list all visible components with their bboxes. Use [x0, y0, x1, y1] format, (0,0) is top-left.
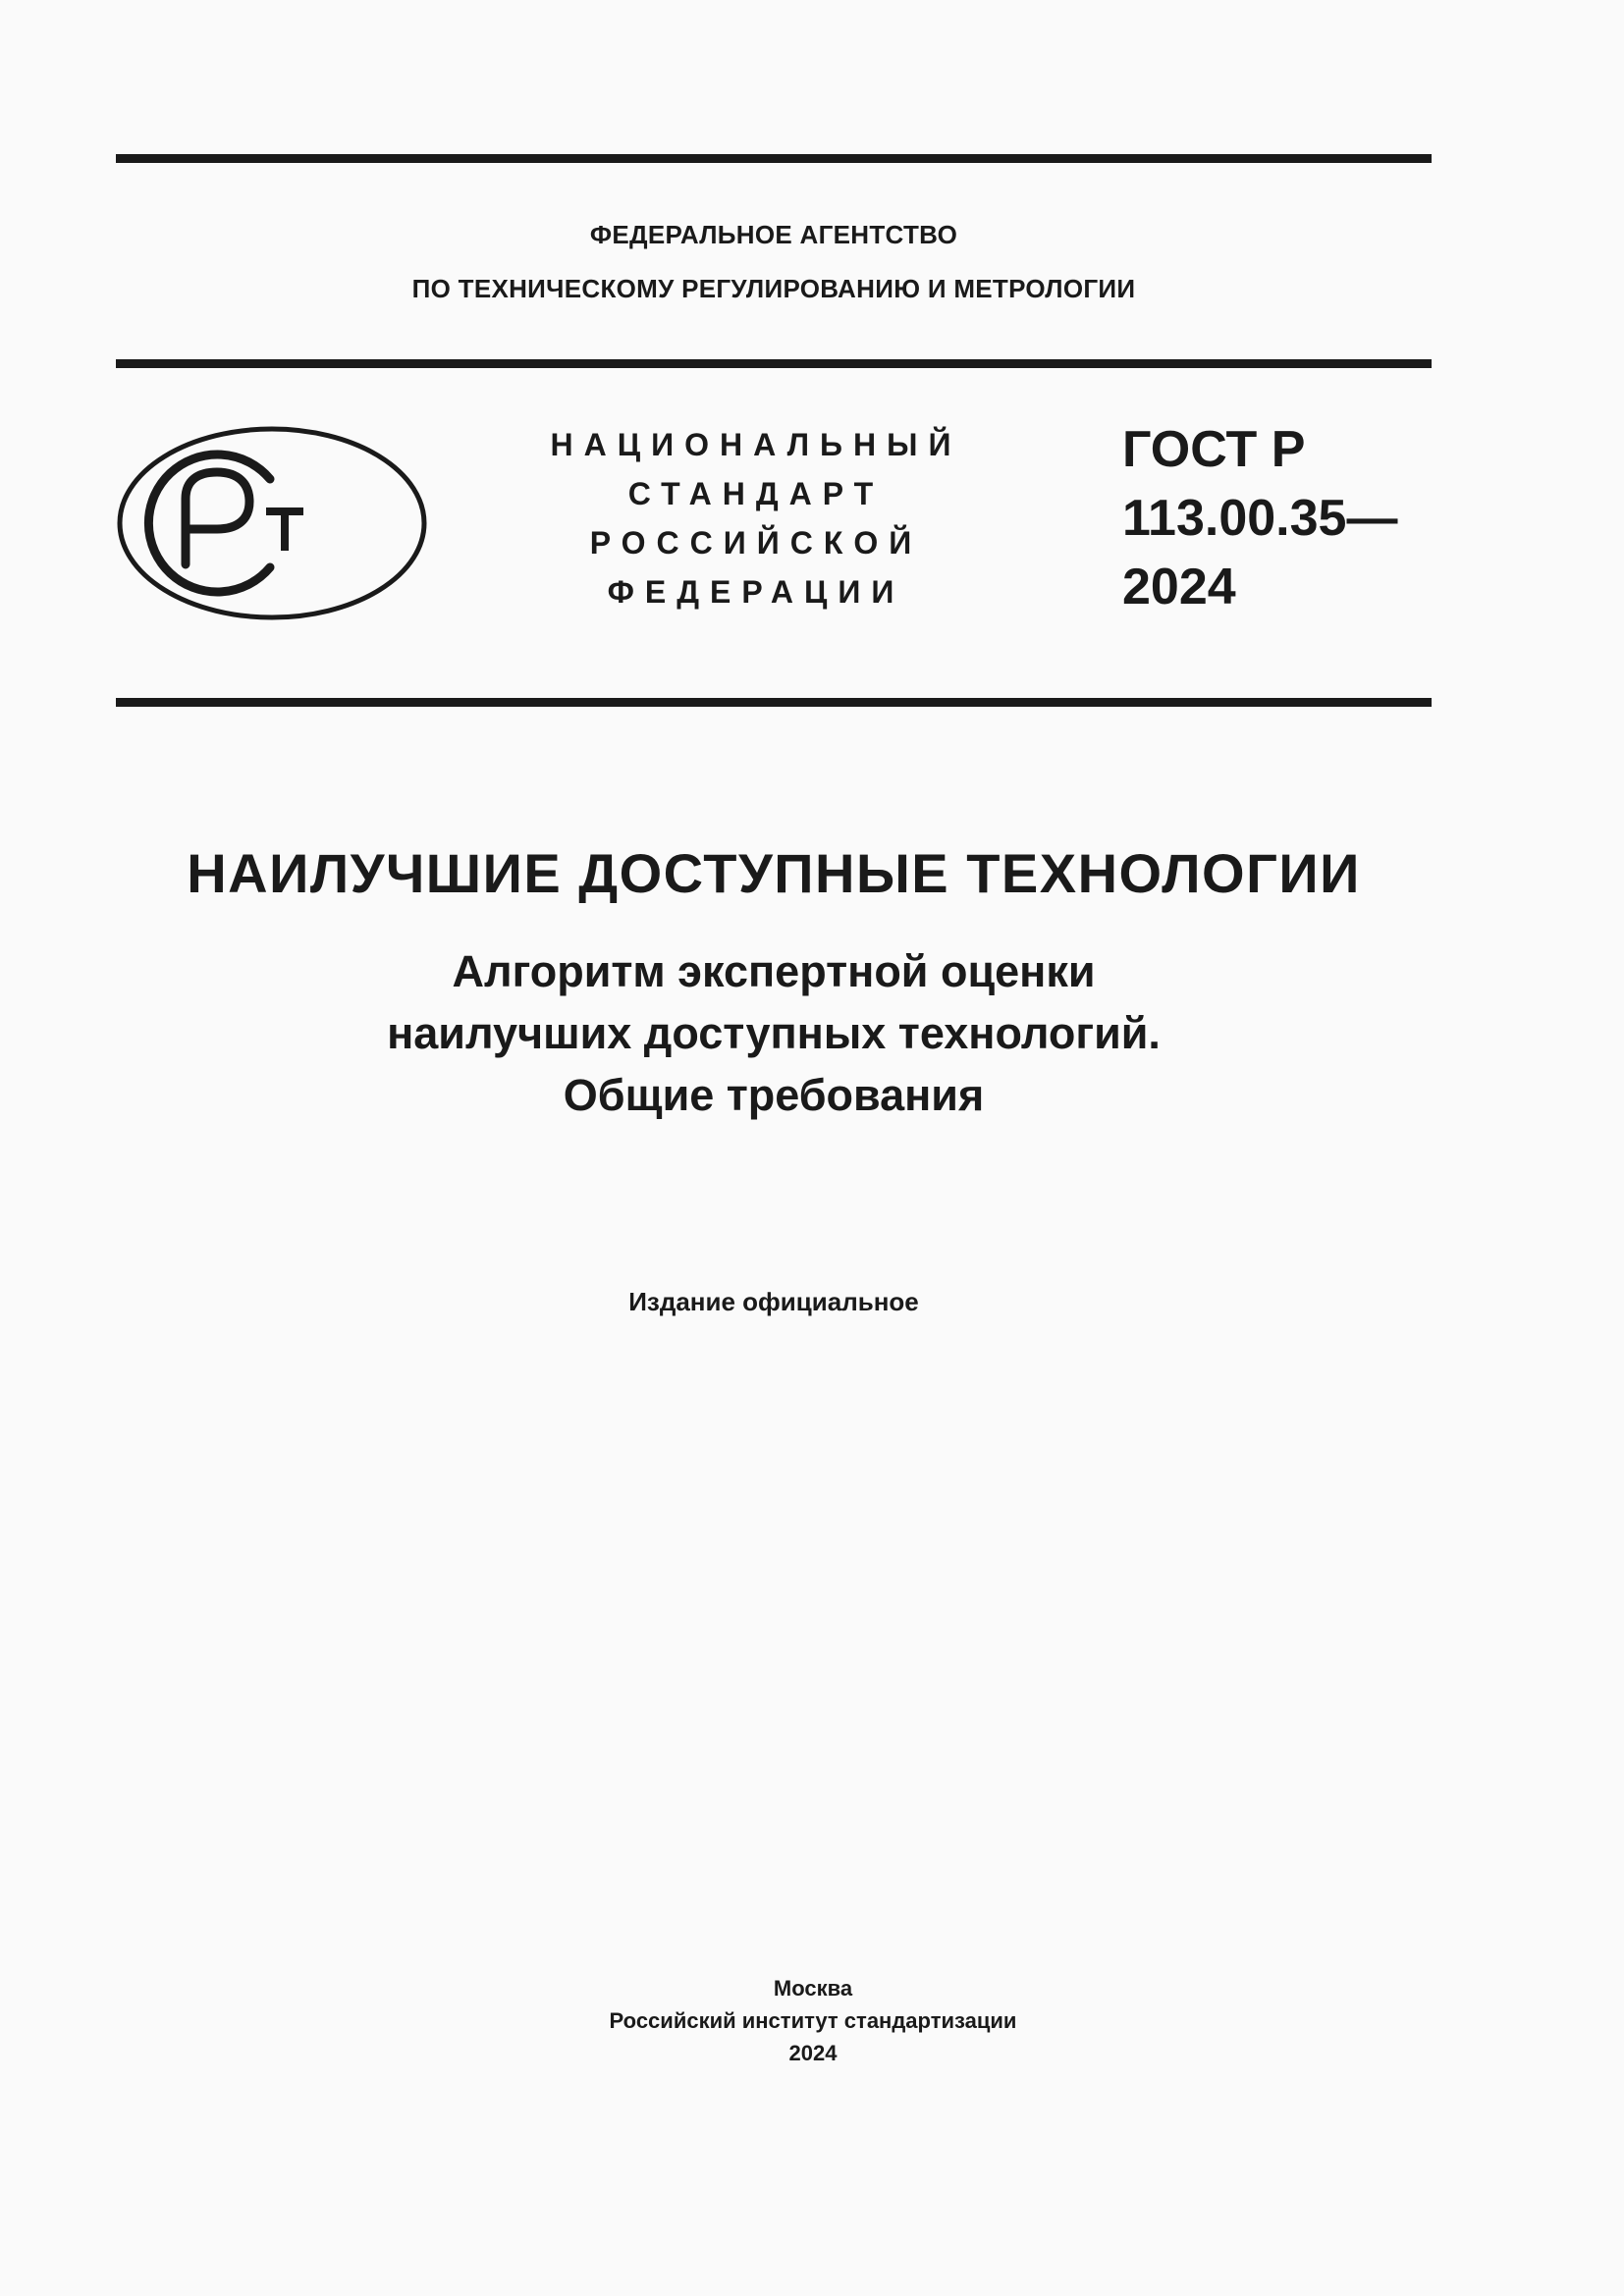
imprint-year: 2024	[788, 2041, 838, 2065]
standard-designation	[1122, 415, 1397, 621]
subtitle-line-3: Общие требования	[563, 1070, 985, 1120]
header-rule	[116, 359, 1432, 368]
national-line-4: ФЕДЕРАЦИИ	[607, 574, 905, 610]
rst-certification-mark-icon	[116, 425, 428, 621]
national-line-3: РОССИЙСКОЙ	[589, 525, 923, 561]
designation-line-1: ГОСТ Р	[1122, 421, 1306, 478]
imprint	[116, 1972, 1510, 2069]
national-standard-block	[520, 420, 992, 616]
title-block-rule	[116, 698, 1432, 707]
agency-line-1: ФЕДЕРАЛЬНОЕ АГЕНТСТВО	[589, 220, 958, 249]
imprint-publisher: Российский институт стандартизации	[609, 2008, 1017, 2033]
subtitle-line-1: Алгоритм экспертной оценки	[452, 946, 1096, 996]
top-rule	[116, 154, 1432, 163]
subtitle	[116, 940, 1432, 1126]
national-line-2: СТАНДАРТ	[627, 476, 885, 511]
national-line-1: НАЦИОНАЛЬНЫЙ	[550, 427, 962, 462]
designation-line-3: 2024	[1122, 559, 1236, 615]
imprint-city: Москва	[773, 1976, 853, 2001]
main-title: НАИЛУЧШИЕ ДОСТУПНЫЕ ТЕХНОЛОГИИ	[187, 842, 1361, 904]
subtitle-line-2: наилучших доступных технологий.	[387, 1008, 1161, 1058]
designation-line-2: 113.00.35—	[1122, 490, 1398, 547]
edition-note: Издание официальное	[628, 1287, 919, 1316]
agency-line-2: ПО ТЕХНИЧЕСКОМУ РЕГУЛИРОВАНИЮ И МЕТРОЛОГИИ	[411, 274, 1136, 303]
